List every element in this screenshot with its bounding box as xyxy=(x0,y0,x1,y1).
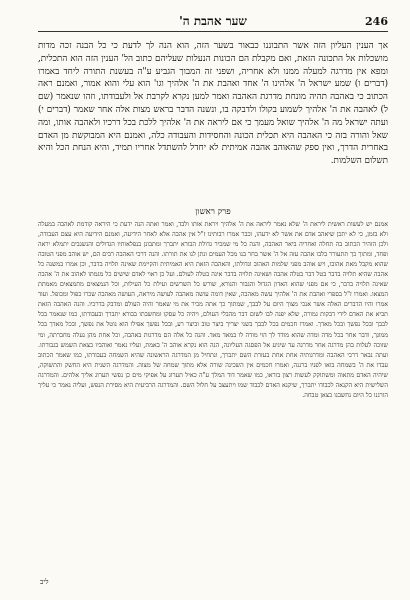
running-head: שער אהבת ה' xyxy=(179,14,247,28)
page-number: 246 xyxy=(365,15,388,28)
header-rule xyxy=(38,31,388,32)
intro-paragraph: אך הענין העליון הזה אשר התבוננו כבאור בשער הזה, הוא הנה לך לדעת כי כל הבנה זכה מדות מושכלות אל התכונה הזאת, ואם מקבלת הם הכונות הנעלות שעליהם כתוב הל' הענין הזה הוא התכלית, ומפא אין מדרגה למעלה ממנו ולא אחריה, ושפני זה המבוך הגביע ע"ה בעשנת התורה ליחד באמרו (דברים ו) שמע ישראל ה' אלהינו ה' אחד ואהבת את ה' אלהיך וגו' הוא עלי והוא אמור, ואמנם ראה הכתוב כי באהבה תהיה מונחת מדרגת האהבה ואמר למען נקרא לקרבת אל ולעבודתו, וזהו שנאמר (שם ל) לאהבה את ה' אלהיך לשמוע בקולו ולדבקה בו, ונשנה הדבר בראש מצות אלה אחר שאמר (דברים י) ועתה ישראל מה ה' אלהיך שואל מעמך כי אם ליראה את ה' אלהיך ללכת בכל דרכיו ולאהבה אותו, ומה שאל והורה בזה כי האהבה היא תכלית הכונה והחסידות והעבודה כלה, ואמנם היא המבוקשת מן האדם באחרית הדרך, ואין ספק שהאוהב אהבה אמיתית לא יחדל להשתדל אחריו תמיד, והיא הנחת הכל והיא תשלום השלמות. xyxy=(38,41,388,167)
catchword: ליב xyxy=(40,578,49,586)
commentary-text: אמנם יש לעשות ראשית ליראת ה' שלא נאמר ליראה את ה' אלהיך ויראת אותו ולבד, ואמר ואתה הנה ידעת כי היראה קודמת לאהבה במעלה ולא בזמן, כי לא יתכן שיאהב אדם את אשר לא ידעהו, וכבר אמרו רבותינו ז"ל אין אהבה אלא לאחר הידיעה, ואמנם הידיעה היא עצם העבודה, ולכן הזהיר הכתוב בה תחלה ואחריה ביאר האהבה, והנה כל מי שמכיר גדולת הבורא יתברך ומתבונן בנפלאותיו הגדולים והנשגבים יתמלא יראה ופחד, ומתוך כך תתעורר בלבו אהבה עזה אל ה' אשר בחר בנו מכל העמים ונתן לנו את תורתו. והנה דרכי האהבה רבים הם, יש אוהב מפני הטובה שהוא מקבל מאת אהובו, ויש אוהב מפני שלמות האהוב וגדולתו, והאהבה הזאת היא האמיתית והקיימת שאינה תלויה בדבר, וכן אמרו במשנה כל אהבה שהיא תלויה בדבר בטל דבר בטלה אהבה ושאינה תלויה בדבר אינה בטלה לעולם. ועל כן ראוי לאדם שישים כל מגמתו לאהוב את ה' אהבה שאינה תלויה בדבר, כי אם מפני שהוא האדון הגדול והגבור והנורא, שורש כל השרשים ועילת כל העילות, וכל הנמצאים מתמצאים מאמתת המצאו. ואמרו ז"ל בספרי ואהבת את ה' אלהיך עשה מאהבה, שאין דומה עושה מאהבה לעושה מיראה, העושה מאהבה שכרו כפול ומכופל. ועוד אמרו והיו הדברים האלה אשר אנכי מצוך היום על לבבך, שמתוך כך אתה מכיר את מי שאמר והיה העולם ומדבק בדרכיו. והנה האהבה הזאת תביא את האדם לידי דבקות גמורה, שלא יפנה לבו לשום דבר מהבלי העולם, ויהיה כל עסקו ומחשבתו בבורא יתברך ובעבודתו, כמו שנאמר בכל לבבך ובכל נפשך ובכל מאדך. ואמרו חכמים בכל לבבך בשני יצריך ביצר טוב וביצר רע, ובכל נפשך אפילו הוא נוטל את נפשך, ובכל מאדך בכל ממונך, ודבר אחר בכל מדה ומדה שהוא מודד לך הוי מודה לו במאד מאד. והנה כל אלה הם מדרגות באהבה, וכל אחת מהן נעלה מחברתה, ומי שזוכה לעלות בהן מדרגה אחר מדרגה עד שיגיע אל הפסגה העליונה, הנה הוא נקרא אוהב ה' באמת, ועליו נאמר ואוהביו כצאת השמש בגבורתו. ועתה נבאר דרכי האהבה ומדרגותיה אחת אחת בעזרת השם יתברך, ונתחיל מן המדרגה הראשונה שהיא השמחה בעבודתו, כמו שאמר הכתוב עבדו את ה' בשמחה בואו לפניו ברננה, ואמרו חכמים אין השכינה שורה אלא מתוך שמחה של מצוה. והמדרגה השנית היא החשק והתשוקה, שיהיה האדם מתאוה ומשתוקק לעשות רצון בוראו, כמו שאמר דוד המלך ע"ה כאיל תערוג על אפיקי מים כן נפשי תערוג אליך אלהים. והמדרגה השלישית היא הקנאה לכבודו יתברך, שיקנא האדם לכבוד שמו ויתעצב על חלול השם. והמדרגה הרביעית היא מסירת הנפש, ועליה נאמר כי עליך הורגנו כל היום נחשבנו כצאן טבחה. xyxy=(38,221,388,399)
page-header xyxy=(38,14,388,36)
section-subheading: פרק ראשון xyxy=(195,207,231,217)
